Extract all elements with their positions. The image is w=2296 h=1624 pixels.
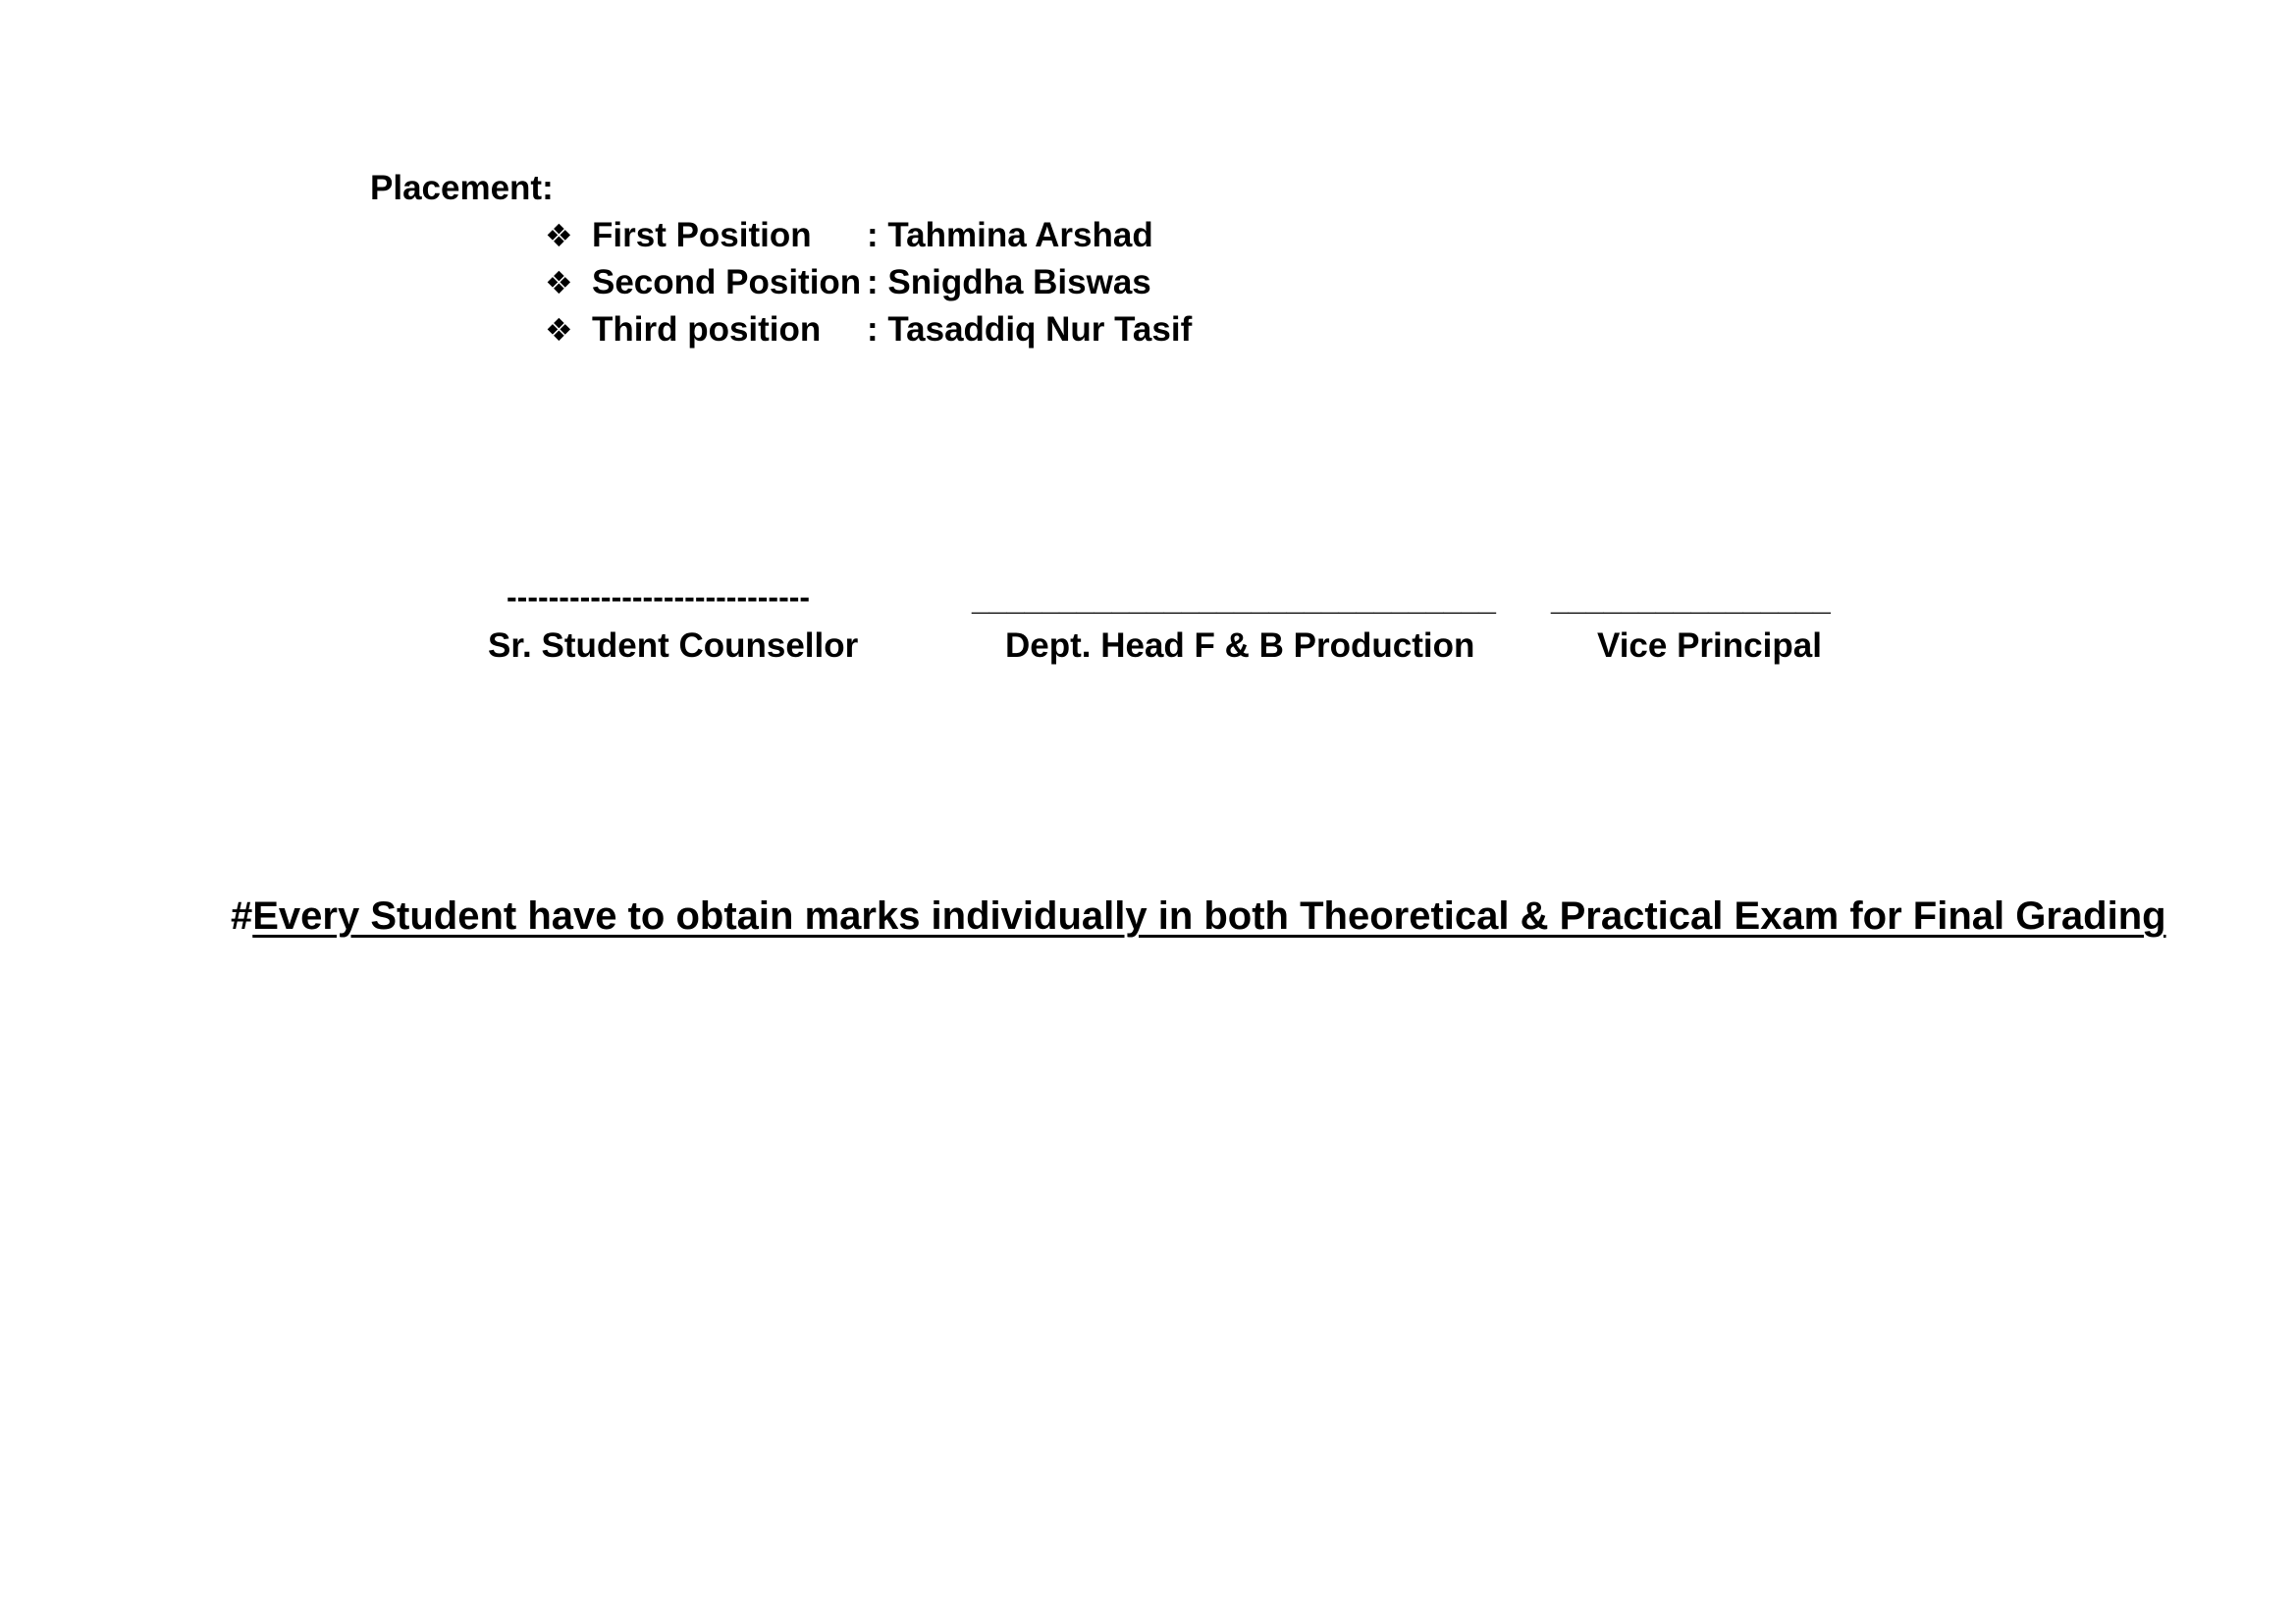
diamond-bullet-icon: ❖ [545, 217, 573, 254]
signature-title-counsellor: Sr. Student Counsellor [488, 626, 859, 665]
signature-line-vice-principal: ________________ [1551, 581, 1831, 617]
position-label: Third position [592, 310, 822, 349]
signature-title-vice-principal: Vice Principal [1597, 626, 1822, 665]
position-name: : Snigdha Biswas [867, 263, 1151, 301]
list-item [545, 259, 1192, 306]
position-label: First Position [592, 216, 812, 254]
placement-list [545, 212, 1192, 353]
diamond-bullet-icon: ❖ [545, 264, 573, 301]
list-item [545, 212, 1192, 259]
diamond-bullet-icon: ❖ [545, 311, 573, 349]
position-name: : Tahmina Arshad [867, 216, 1153, 254]
signature-line-dept-head: ______________________________ [972, 581, 1496, 617]
list-item [545, 306, 1192, 353]
grading-footnote [231, 892, 2166, 941]
signature-title-dept-head: Dept. Head F & B Production [1005, 626, 1475, 665]
footnote-hash: # [231, 894, 253, 938]
position-name: : Tasaddiq Nur Tasif [867, 310, 1193, 349]
signature-line-counsellor: ----------------------------- [507, 579, 811, 615]
position-label: Second Position [592, 263, 862, 301]
footnote-text: Every Student have to obtain marks individually in both Theoretical & Practical Exam for Final Grading [252, 894, 2166, 938]
placement-heading: Placement: [370, 169, 554, 207]
